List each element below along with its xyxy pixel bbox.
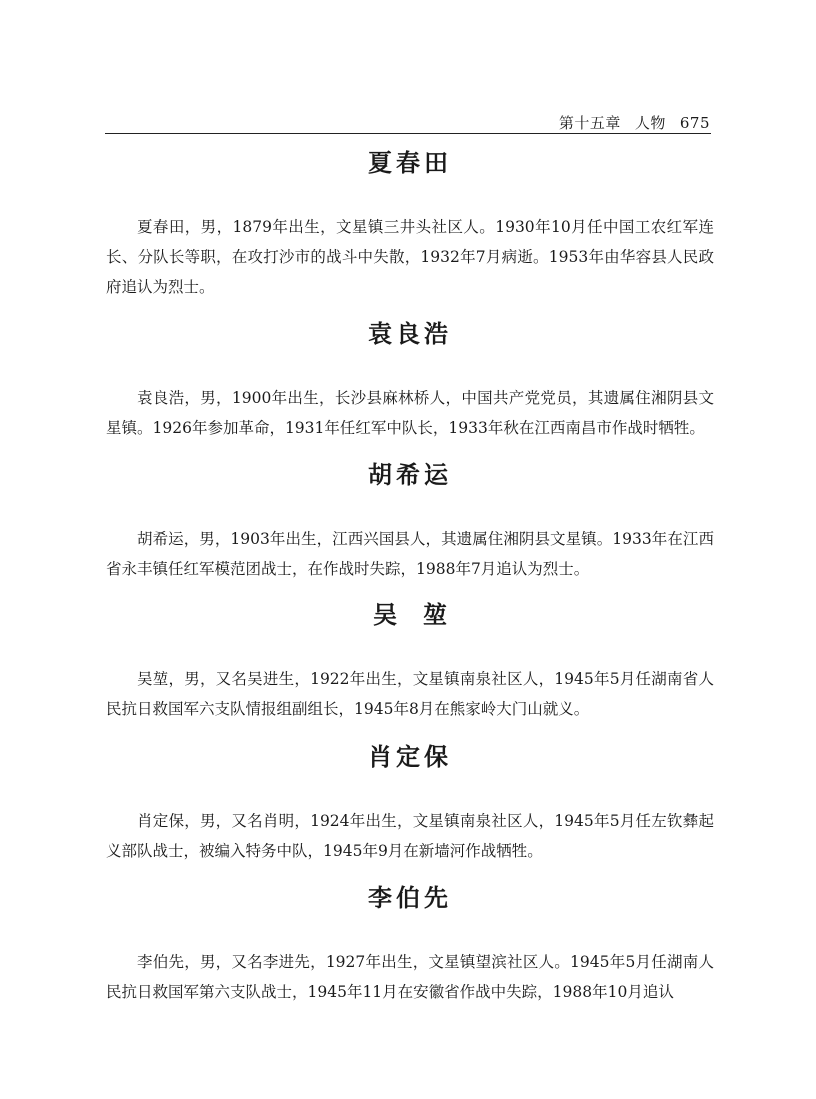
entry-text: 袁良浩，男，1900年出生，长沙县麻林桥人，中国共产党党员，其遗属住湘阴县文星镇。1926年参加革命，1931年任红军中队长，1933年秋在江西南昌市作战时牺牲。 <box>106 389 714 437</box>
running-head <box>559 112 710 133</box>
biography-entry <box>106 319 714 443</box>
entry-text: 夏春田，男，1879年出生，文星镇三井头社区人。1930年10月任中国工农红军连长、分队长等职，在攻打沙市的战斗中失散，1932年7月病逝。1953年由华容县人民政府追认为烈士。 <box>106 218 714 296</box>
entry-text: 吴堃，男，又名吴进生，1922年出生，文星镇南泉社区人，1945年5月任湖南省人民抗日救国军六支队情报组副组长，1945年8月在熊家岭大门山就义。 <box>106 670 714 718</box>
header-rule <box>105 133 711 134</box>
biography-entry <box>106 148 714 302</box>
entry-title: 袁良浩 <box>368 320 452 348</box>
biography-entry <box>106 742 714 866</box>
entry-title: 肖定保 <box>368 743 452 771</box>
entry-title: 李伯先 <box>368 884 452 912</box>
section-label: 人物 <box>634 114 666 132</box>
entry-title: 吴堃 <box>373 601 473 629</box>
page-number: 675 <box>679 114 710 132</box>
biography-entry <box>106 460 714 584</box>
entry-title: 胡希运 <box>368 461 452 489</box>
entry-text: 胡希运，男，1903年出生，江西兴国县人，其遗属住湘阴县文星镇。1933年在江西省永丰镇任红军模范团战士，在作战时失踪，1988年7月追认为烈士。 <box>106 530 714 578</box>
biography-entry <box>106 883 714 1007</box>
entry-title: 夏春田 <box>368 149 452 177</box>
chapter-label: 第十五章 <box>558 114 621 132</box>
entry-text: 李伯先，男，又名李进先，1927年出生，文星镇望滨社区人。1945年5月任湖南人民抗日救国军第六支队战士，1945年11月在安徽省作战中失踪，1988年10月追认 <box>106 953 714 1001</box>
entry-text: 肖定保，男，又名肖明，1924年出生，文星镇南泉社区人，1945年5月任左钦彝起义部队战士，被编入特务中队，1945年9月在新墙河作战牺牲。 <box>106 812 714 860</box>
biography-entry <box>106 600 714 724</box>
